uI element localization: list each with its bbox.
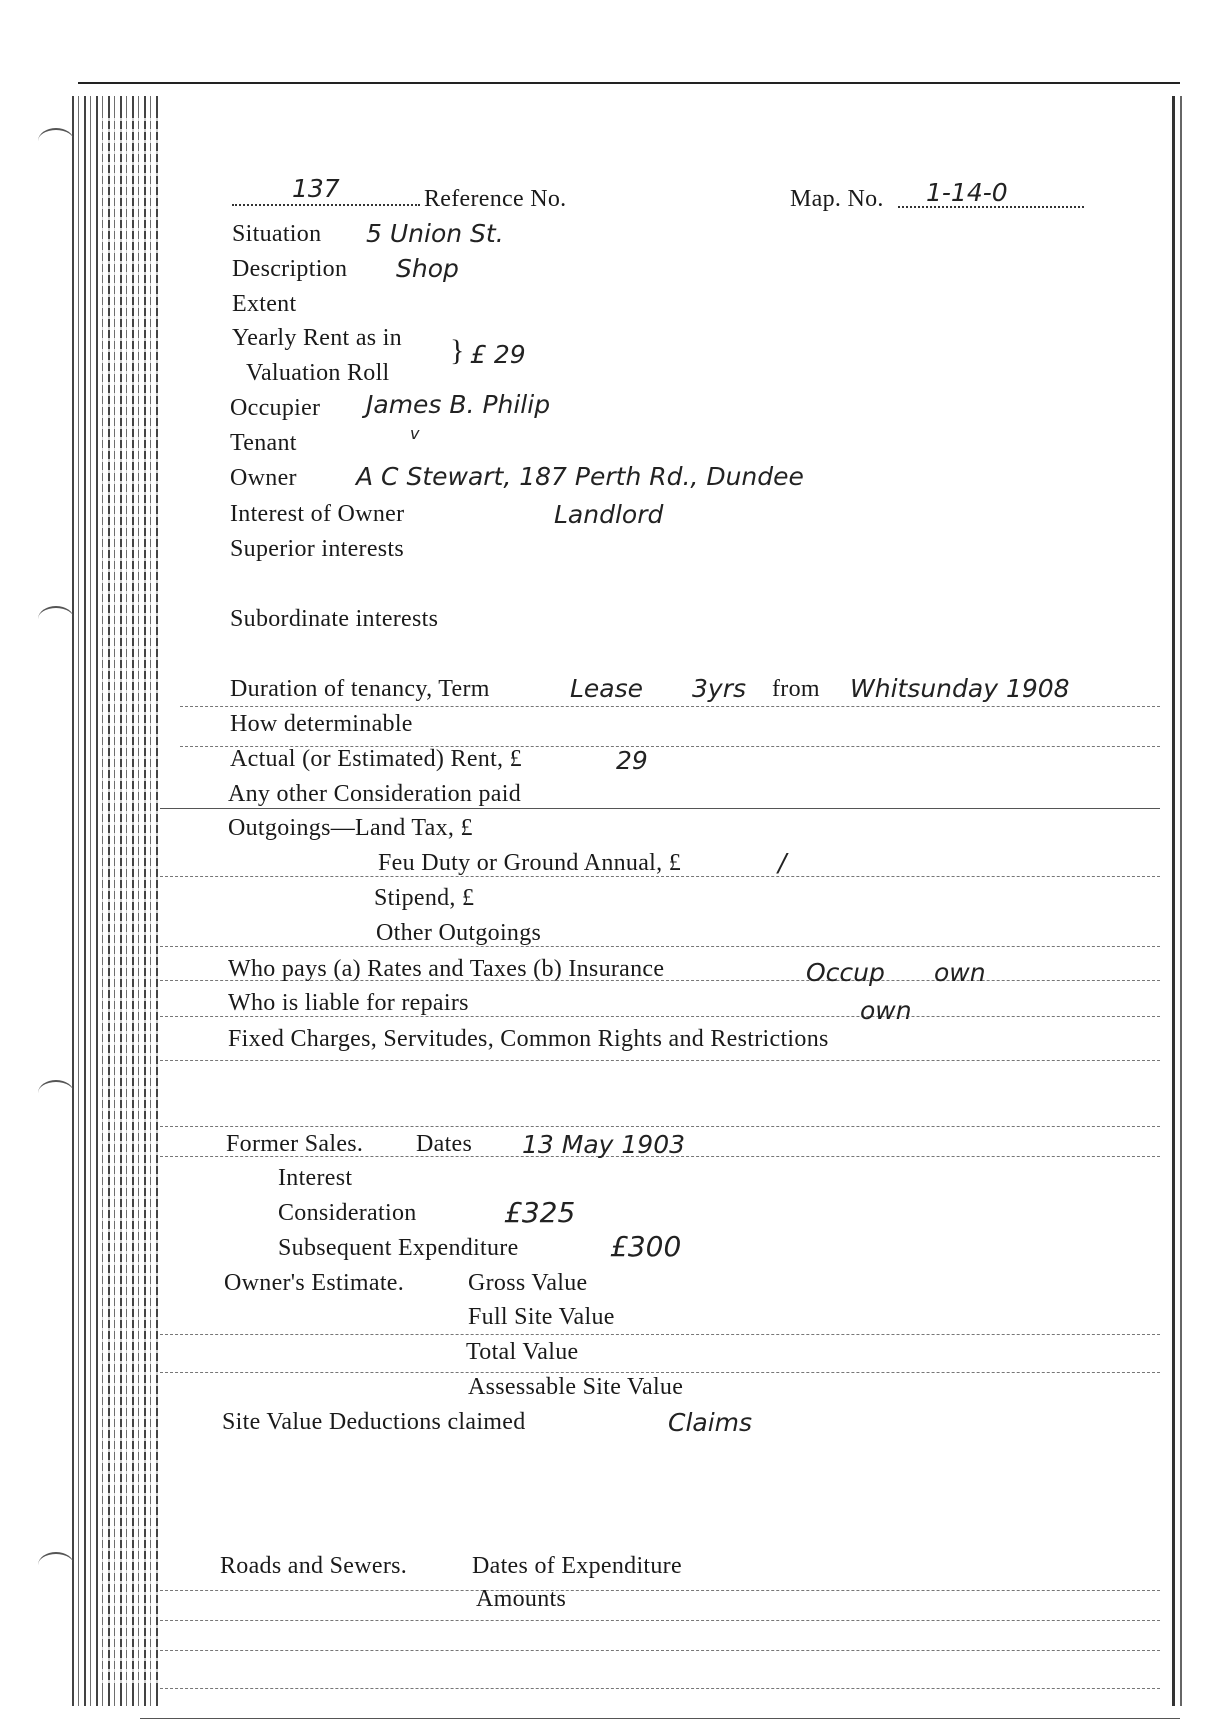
ruled-line [160,1334,1160,1335]
interest-of-owner-label: Interest of Owner [230,501,405,527]
subordinate-interests-label: Subordinate interests [230,606,439,632]
ruled-line [160,1126,1160,1127]
owners-estimate-label: Owner's Estimate. [224,1270,405,1296]
duration-label: Duration of tenancy, Term [230,676,490,702]
tenant-value: v [410,424,420,443]
yearly-rent-label: Yearly Rent as in [232,325,402,351]
former-sales-dates-value: 13 May 1903 [522,1130,686,1159]
page-right-border-inner [1180,96,1182,1706]
reference-label: Reference No. [424,186,567,212]
how-determinable-label: How determinable [230,711,413,737]
duration-years: 3yrs [692,674,747,703]
ledger-binding-texture [98,110,162,1690]
actual-rent-label: Actual (or Estimated) Rent, £ [230,746,522,772]
owner-value: A C Stewart, 187 Perth Rd., Dundee [356,462,804,491]
reference-number: 137 [292,174,340,203]
duration-from-label: from [772,676,820,702]
fixed-charges-label: Fixed Charges, Servitudes, Common Rights and Restrictions [228,1026,829,1052]
former-sales-dates-label: Dates [416,1131,473,1157]
ruled-line [160,808,1160,809]
stipend-label: Stipend, £ [374,885,475,911]
ruled-line [160,1060,1160,1061]
who-pays-rates-value: Occup [806,958,885,987]
full-site-value-label: Full Site Value [468,1304,615,1330]
brace: } [450,334,465,367]
ruled-line [160,1620,1160,1621]
consideration-label: Consideration [278,1200,417,1226]
actual-rent-value: 29 [616,746,648,775]
who-pays-insurance-value: own [934,958,986,987]
ruled-line [160,1590,1160,1591]
punch-hole-mark [38,1552,74,1578]
feu-duty-label: Feu Duty or Ground Annual, £ [378,850,682,876]
valuation-roll-label: Valuation Roll [246,360,390,386]
ruled-line [160,946,1160,947]
site-value-deductions-value: Claims [668,1408,753,1437]
occupier-label: Occupier [230,395,321,421]
situation-value: 5 Union St. [366,219,504,248]
other-outgoings-label: Other Outgoings [376,920,542,946]
situation-label: Situation [232,221,322,247]
former-sales-label: Former Sales. [226,1131,364,1157]
owner-label: Owner [230,465,297,491]
subsequent-expenditure-label: Subsequent Expenditure [278,1235,519,1261]
outgoings-label: Outgoings—Land Tax, £ [228,815,473,841]
duration-from-date: Whitsunday 1908 [850,674,1070,703]
punch-hole-mark [38,606,74,632]
total-value-label: Total Value [466,1339,579,1365]
punch-hole-mark [38,128,74,154]
repairs-value: own [860,996,912,1025]
amounts-label: Amounts [476,1586,567,1612]
interest-label: Interest [278,1165,353,1191]
reference-dotted-line [232,204,420,206]
tenant-label: Tenant [230,430,297,456]
yearly-rent-value: £ 29 [470,340,526,369]
extent-label: Extent [232,291,297,317]
page-right-border [1172,96,1175,1706]
dates-of-expenditure-label: Dates of Expenditure [472,1553,682,1579]
site-value-deductions-label: Site Value Deductions claimed [222,1409,526,1435]
ruled-line [160,1650,1160,1651]
roads-and-sewers-label: Roads and Sewers. [220,1553,408,1579]
feu-duty-value: / [778,848,787,877]
duration-lease: Lease [570,674,644,703]
subsequent-expenditure-value: £300 [610,1230,682,1263]
ruled-line [180,706,1160,707]
description-value: Shop [396,254,459,283]
superior-interests-label: Superior interests [230,536,405,562]
ruled-line [160,1688,1160,1689]
description-label: Description [232,256,348,282]
consideration-value: £325 [504,1196,576,1229]
map-number: 1-14-0 [926,178,1008,207]
repairs-label: Who is liable for repairs [228,990,469,1016]
map-label: Map. No. [790,186,884,212]
who-pays-label: Who pays (a) Rates and Taxes (b) Insurance [228,956,665,982]
punch-hole-mark [38,1080,74,1106]
gross-value-label: Gross Value [468,1270,588,1296]
page-top-border [78,82,1180,84]
assessable-site-value-label: Assessable Site Value [468,1374,684,1400]
page-bottom-border [140,1718,1180,1719]
other-consideration-label: Any other Consideration paid [228,781,522,807]
occupier-value: James B. Philip [366,390,551,419]
interest-of-owner-value: Landlord [554,500,664,529]
ruled-line [160,1372,1160,1373]
